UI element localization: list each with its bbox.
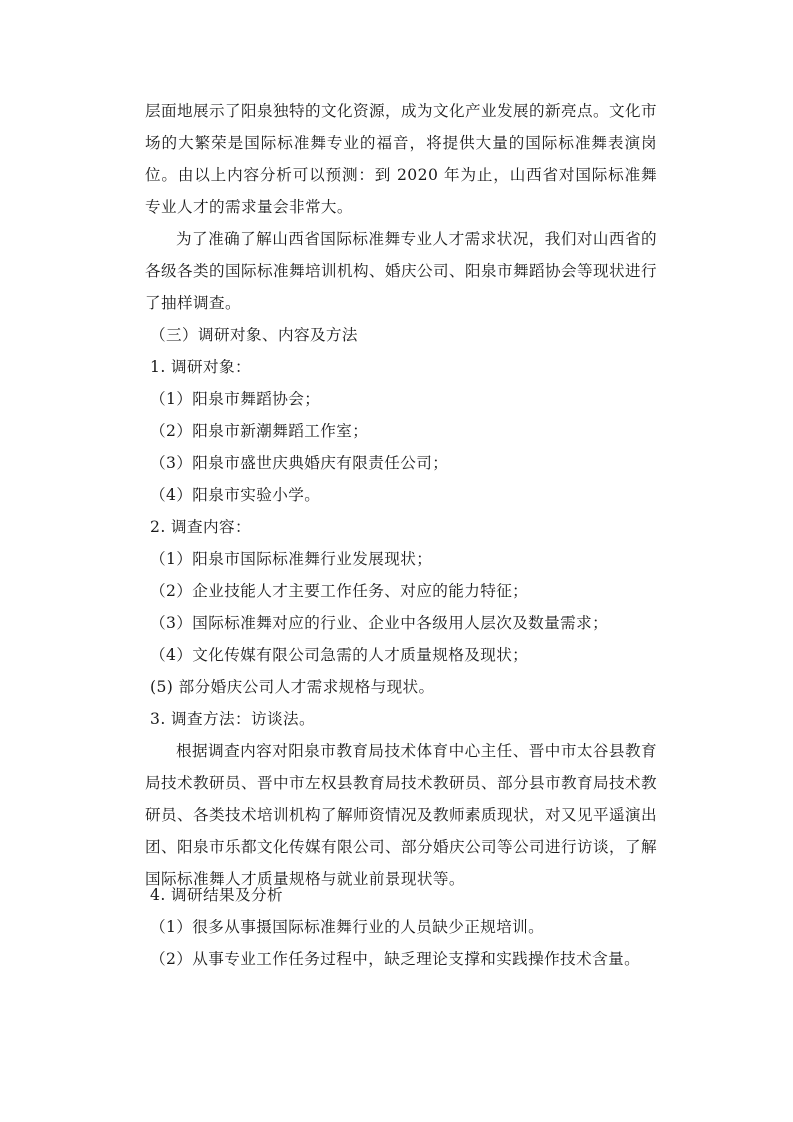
subheading-survey-method: 3. 调查方法：访谈法。 [150,710,315,728]
list-item: （3）阳泉市盛世庆典婚庆有限责任公司； [150,454,449,472]
list-item: （2）从事专业工作任务过程中，缺乏理论支撑和实践操作技术含量。 [150,950,641,968]
list-item: （4）文化传媒有限公司急需的人才质量规格及现状； [150,646,529,664]
list-item: （4）阳泉市实验小学。 [150,486,321,504]
paragraph-interview-details: 根据调查内容对阳泉市教育局技术体育中心主任、晋中市太谷县教育局技术教研员、晋中市左权县教育局技术教研员、部分县市教育局技术教研员、各类技术培训机构了解师资情况及教师素质现状，对又见平遥演出团、阳泉市乐都文化传媒有限公司、部分婚庆公司等公司进行访谈，了解国际标准舞人才质量规格与就业前景现状等。 [145,742,657,888]
list-item: （1）很多从事摄国际标准舞行业的人员缺少正规培训。 [150,918,545,936]
subheading-survey-objects: 1. 调研对象： [150,358,252,376]
list-item: （3）国际标准舞对应的行业、企业中各级用人层次及数量需求； [150,614,609,632]
list-item: （1）阳泉市国际标准舞行业发展现状； [150,550,433,568]
subheading-results-analysis: 4. 调研结果及分析 [150,886,283,904]
list-item: （2）企业技能人才主要工作任务、对应的能力特征； [150,582,529,600]
subheading-survey-content: 2. 调查内容： [150,518,252,536]
list-item: （2）阳泉市新潮舞蹈工作室； [150,422,369,440]
paragraph-market-analysis: 层面地展示了阳泉独特的文化资源，成为文化产业发展的新亮点。文化市场的大繁荣是国际标准舞专业的福音，将提供大量的国际标准舞表演岗位。由以上内容分析可以预测：到 2020 年为止，山西省对国际标准舞专业人才的需求量会非常大。 [145,102,657,216]
section-heading: （三）调研对象、内容及方法 [150,326,358,344]
paragraph-survey-purpose: 为了准确了解山西省国际标准舞专业人才需求状况，我们对山西省的各级各类的国际标准舞培训机构、婚庆公司、阳泉市舞蹈协会等现状进行了抽样调查。 [145,230,657,312]
list-item: （1）阳泉市舞蹈协会； [150,390,321,408]
list-item: (5) 部分婚庆公司人才需求规格与现状。 [150,678,435,696]
